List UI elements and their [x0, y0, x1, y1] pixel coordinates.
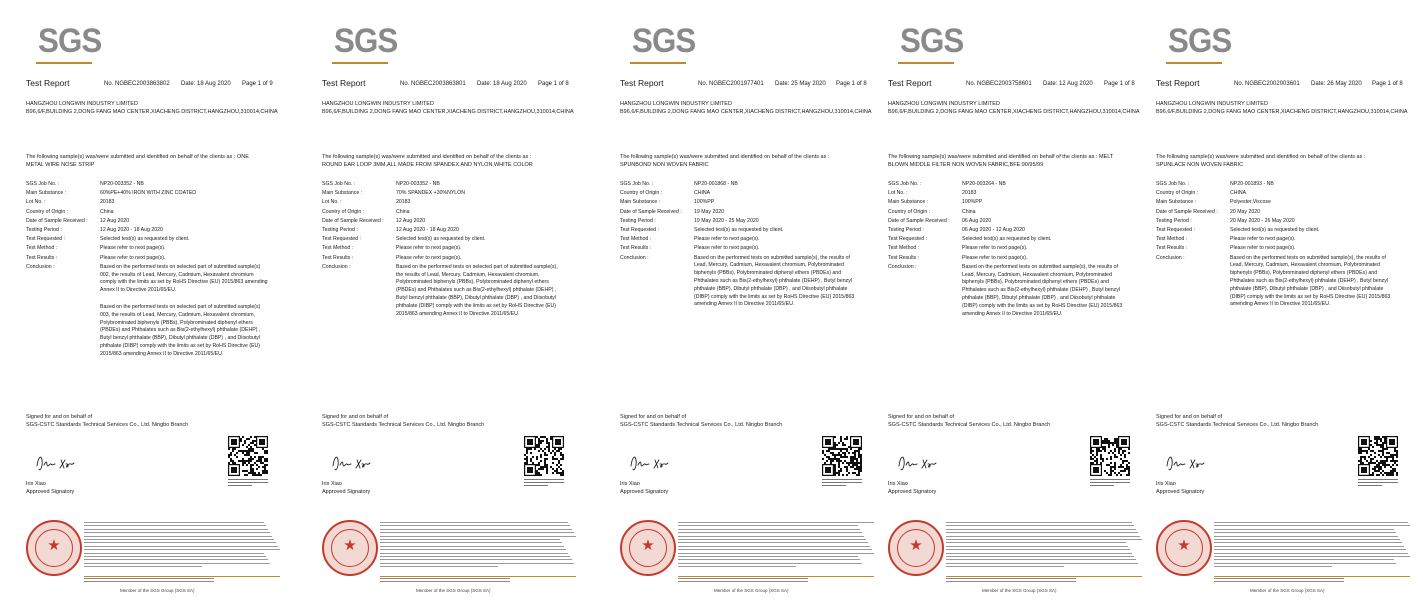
signed-line-1: Signed for and on behalf of: [620, 414, 687, 420]
footer-address-lines: [1214, 578, 1344, 583]
field-label: Country of Origin :: [888, 208, 931, 215]
terms-fine-print: [678, 522, 874, 570]
field-row: [1156, 244, 1406, 253]
fields-block: [26, 180, 276, 359]
field-label: Test Method :: [26, 245, 58, 252]
terms-fine-print: [84, 522, 280, 570]
field-value: 70% SPANDEX +30%NYLON: [396, 190, 465, 197]
field-value: 100%PP: [962, 199, 983, 206]
field-value: Please refer to next page(s).: [100, 254, 166, 261]
sample-intro: The following sample(s) was/were submitted and identified on behalf of the clients as : SPUNBOND NON WOVEN FABRIC: [620, 154, 830, 168]
field-value: China: [962, 208, 976, 215]
field-value: China: [396, 208, 410, 215]
field-row: [888, 208, 1138, 217]
footer-address-lines: [84, 578, 214, 583]
signatory-block: [620, 480, 668, 496]
field-row: [620, 208, 870, 217]
field-value: 60%PE+40% IRON WITH ZINC COATED: [100, 190, 197, 197]
qr-code: [228, 436, 268, 488]
field-row: [322, 208, 572, 217]
report-number: No. NGBEC2002003601: [1234, 81, 1300, 87]
seal-star-icon: ★: [1177, 537, 1191, 554]
field-value: 06 Aug 2020 - 12 Aug 2020: [962, 227, 1025, 234]
seal-star-icon: ★: [343, 537, 357, 554]
sgs-logo: [1166, 18, 1232, 62]
signed-on-behalf: [888, 414, 1050, 429]
field-value: Selected test(s) as requested by client.: [100, 236, 190, 243]
footer-address-block: [678, 576, 878, 586]
conclusion-row: [888, 263, 1138, 319]
conclusion-label: Conclusion :: [322, 263, 351, 270]
seal-star-icon: ★: [909, 537, 923, 554]
company-address: B96,6/F,BUILDING 2,DONG FANG MAO CENTER,XIACHENG DISTRICT,HANGZHOU,310014,CHINA: [1156, 109, 1408, 115]
qr-code: [524, 436, 564, 488]
fields-block: [888, 180, 1138, 318]
field-label: Date of Sample Received :: [1156, 208, 1218, 215]
report-date: Date: 26 May 2020: [1311, 81, 1362, 87]
signature-image: [628, 452, 670, 474]
field-value: 20183: [396, 199, 411, 206]
footer-address-block: [946, 576, 1146, 586]
field-rows: [620, 180, 870, 254]
field-value: 100%PP: [694, 199, 715, 206]
field-row: [26, 189, 276, 198]
report-date: Date: 18 Aug 2020: [477, 81, 527, 87]
field-row: [322, 217, 572, 226]
sgs-logo: [36, 18, 102, 62]
company-block: [322, 100, 574, 116]
field-row: [888, 217, 1138, 226]
field-label: Test Method :: [322, 245, 354, 252]
footer-rule: [1214, 576, 1410, 577]
fields-block: [322, 180, 572, 318]
fields-block: [620, 180, 870, 309]
conclusion-paragraph: Based on the performed tests on selected part of submitted sample(s) 002, the results of Lead, Mercury, Cadmium, Hexavalent chromium comply with the limits as set by RoHS Directive (EU) 2015/863 amending Annex II to Directive 2011/65/EU.: [100, 263, 268, 294]
sgs-logo-text: SGS: [1168, 22, 1232, 60]
field-value: NP20-003352 - NB: [396, 181, 440, 187]
field-label: Test Requested :: [322, 236, 361, 243]
field-label: Testing Period :: [322, 227, 358, 234]
field-label: Test Results :: [888, 254, 920, 261]
sample-intro: The following sample(s) was/were submitted and identified on behalf of the clients as : ROUND EAR LOOP 3MM,ALL MADE FROM SPANDEX AND NYLON,WHITE COLOR: [322, 154, 533, 168]
conclusion-paragraph: Based on the performed tests on selected part of submitted sample(s), the results of Lead, Mercury, Cadmium, Hexavalent chromium, Polybrominated biphenyls (PBBs), Polybrominated diphenyl ethers (PBDEs) and Phthalates such as Bis(2-ethylhexyl) phthalate (DEHP) , Butyl benzyl phthalate (BBP), Dibutyl phthalate (DBP) , and Diisobutyl phthalate (DIBP) comply with the limits as set by RoHS Directive (EU) 2015/863 amending Annex II to Directive 2011/65/EU.: [396, 263, 558, 317]
conclusion-body: [962, 263, 1132, 319]
signatory-name: Iris Xiao: [620, 481, 640, 487]
page-number: Page 1 of 9: [242, 81, 273, 87]
company-seal-stamp: [888, 520, 944, 576]
company-name: HANGZHOU LONGWIN INDUSTRY LIMITED: [888, 101, 1000, 107]
field-value: Please refer to next page(s).: [962, 254, 1028, 261]
field-label: Test Method :: [1156, 236, 1188, 243]
field-value: Selected test(s) as requested by client.: [1230, 227, 1320, 234]
field-value: Please refer to next page(s).: [396, 245, 462, 252]
signed-line-2: SGS-CSTC Standards Technical Services Co., Ltd. Ningbo Branch: [620, 421, 783, 428]
report-number: No. NGBEC2003863802: [104, 81, 170, 87]
qr-code: [1090, 436, 1130, 488]
sgs-logo: [332, 18, 398, 62]
field-label: Date of Sample Received :: [620, 208, 682, 215]
field-row: [322, 244, 572, 253]
field-label: SGS Job No. :: [1156, 181, 1190, 187]
field-label: Test Results :: [26, 254, 58, 261]
field-label: Testing Period :: [1156, 217, 1192, 224]
signatory-title: Approved Signatory: [26, 489, 75, 495]
qr-code: [822, 436, 862, 488]
logo-underline: [36, 62, 92, 64]
field-row: [322, 254, 572, 263]
page-number: Page 1 of 8: [538, 81, 569, 87]
report-number: No. NGBEC2003863801: [400, 81, 466, 87]
field-label: Date of Sample Received :: [26, 217, 88, 224]
signatory-name: Iris Xiao: [1156, 481, 1176, 487]
field-label: Lot No. :: [26, 199, 46, 206]
field-row: [1156, 208, 1406, 217]
field-value: China: [100, 208, 114, 215]
field-value: 20183: [100, 199, 115, 206]
field-rows: [26, 180, 276, 263]
company-seal-stamp: [322, 520, 378, 576]
field-value: 12 Aug 2020 - 18 Aug 2020: [100, 227, 163, 234]
report-date: Date: 12 Aug 2020: [1043, 81, 1093, 87]
test-report-page: [1150, 0, 1414, 600]
signed-line-2: SGS-CSTC Standards Technical Services Co., Ltd. Ningbo Branch: [1156, 421, 1319, 428]
company-address: B96,6/F,BUILDING 2,DONG FANG MAO CENTER,XIACHENG DISTRICT,HANGZHOU,310014,CHINA: [26, 109, 278, 115]
field-row: [1156, 198, 1406, 207]
sample-intro: The following sample(s) was/were submitted and identified on behalf of the clients as : SPUNLACE NON WOVEN FABRIC: [1156, 154, 1366, 168]
conclusion-paragraph: Based on the performed tests on selected part of submitted sample(s) 003, the results of Lead, Mercury, Cadmium, Hexavalent chromium, Polybrominated biphenyls (PBBs), Polybrominated diphenyl ethers (PBDEs) and Phthalates such as Bis(2-ethylhexyl) phthalate (DEHP) , Butyl benzyl phthalate (BBP), Dibutyl phthalate (DBP) , and Diisobutyl phthalate (DIBP) comply with the limits as set by RoHS Directive (EU) 2015/863 amending Annex II to Directive 2011/65/EU.: [100, 304, 261, 357]
signatory-title: Approved Signatory: [620, 489, 669, 495]
conclusion-row: [1156, 254, 1406, 310]
report-number: No. NGBEC2001977401: [698, 81, 764, 87]
signature-image: [330, 452, 372, 474]
field-row: [26, 235, 276, 244]
sgs-group-member: Member of the SGS Group (SGS SA): [1250, 588, 1325, 593]
signatory-name: Iris Xiao: [322, 481, 342, 487]
report-title: Test Report: [322, 78, 366, 88]
field-label: Main Substance :: [888, 199, 929, 206]
field-label: Testing Period :: [26, 227, 62, 234]
signed-line-2: SGS-CSTC Standards Technical Services Co., Ltd. Ningbo Branch: [322, 421, 485, 428]
field-row: [26, 254, 276, 263]
field-value: NP20-003264 - NB: [962, 181, 1006, 187]
sample-intro: The following sample(s) was/were submitted and identified on behalf of the clients as : ONE METAL WIRE NOSE STRIP: [26, 154, 249, 168]
sgs-group-member: Member of the SGS Group (SGS SA): [120, 588, 195, 593]
company-name: HANGZHOU LONGWIN INDUSTRY LIMITED: [322, 101, 434, 107]
field-label: Test Requested :: [888, 236, 927, 243]
sgs-logo: [630, 18, 696, 62]
signatory-block: [888, 480, 936, 496]
field-label: Testing Period :: [620, 217, 656, 224]
signed-line-2: SGS-CSTC Standards Technical Services Co., Ltd. Ningbo Branch: [26, 421, 189, 428]
sgs-logo-text: SGS: [900, 22, 964, 60]
sgs-group-member: Member of the SGS Group (SGS SA): [714, 588, 789, 593]
field-label: Test Method :: [888, 245, 920, 252]
field-label: Testing Period :: [888, 227, 924, 234]
conclusion-label: Conclusion :: [620, 254, 649, 261]
field-value: Selected test(s) as requested by client.: [694, 227, 784, 234]
footer-address-lines: [380, 578, 510, 583]
terms-fine-print: [946, 522, 1142, 570]
conclusion-label: Conclusion :: [888, 263, 917, 270]
field-rows: [322, 180, 572, 263]
field-row: [620, 235, 870, 244]
field-label: SGS Job No. :: [26, 181, 60, 187]
field-row: [620, 244, 870, 253]
conclusion-paragraph: Based on the performed tests on submitted sample(s), the results of Lead, Mercury, Cadmium, Hexavalent chromium, Polybrominated biphenyls (PBBs), Polybrominated diphenyl ethers (PBDEs) and Phthalates such as Bis(2-ethylhexyl) phthalate (DEHP) , Butyl benzyl phthalate (BBP), Dibutyl phthalate (DBP) , and Diisobutyl phthalate (DIBP) comply with the limits as set by RoHS Directive (EU) 2015/863 amending Annex II to Directive 2011/65/EU.: [1230, 254, 1391, 308]
field-row: [620, 180, 870, 189]
conclusion-body: [100, 263, 270, 359]
conclusion-row: [26, 263, 276, 359]
signature-image: [896, 452, 938, 474]
logo-underline: [630, 62, 686, 64]
field-row: [26, 226, 276, 235]
footer-rule: [84, 576, 280, 577]
company-seal-stamp: [26, 520, 82, 576]
page-number: Page 1 of 8: [836, 81, 867, 87]
report-title: Test Report: [888, 78, 932, 88]
sample-intro: The following sample(s) was/were submitted and identified on behalf of the clients as : MELT BLOWN MIDDLE FILTER NON WOVEN FABRIC,BFE:90/95/99: [888, 154, 1114, 168]
field-label: Lot No. :: [888, 190, 908, 197]
footer-address-block: [1214, 576, 1414, 586]
conclusion-body: [1230, 254, 1400, 310]
field-row: [888, 244, 1138, 253]
field-row: [322, 226, 572, 235]
field-row: [888, 189, 1138, 198]
signed-on-behalf: [1156, 414, 1318, 429]
report-date: Date: 25 May 2020: [775, 81, 826, 87]
logo-underline: [332, 62, 388, 64]
report-title: Test Report: [620, 78, 664, 88]
field-row: [888, 198, 1138, 207]
field-row: [1156, 189, 1406, 198]
conclusion-row: [322, 263, 572, 319]
signatory-block: [322, 480, 370, 496]
signature-image: [34, 452, 76, 474]
field-value: 20183: [962, 190, 977, 197]
field-value: Please refer to next page(s).: [100, 245, 166, 252]
field-label: SGS Job No. :: [322, 181, 356, 187]
company-address: B96,6/F,BUILDING 2,DONG FANG MAO CENTER,XIACHENG DISTRICT,HANGZHOU,310014,CHINA: [888, 109, 1140, 115]
report-number: No. NGBEC2003758601: [966, 81, 1032, 87]
company-block: [620, 100, 872, 116]
field-value: Please refer to next page(s).: [694, 236, 760, 243]
signed-line-1: Signed for and on behalf of: [1156, 414, 1223, 420]
field-row: [322, 189, 572, 198]
field-row: [26, 198, 276, 207]
field-value: 20 May 2020 - 26 May 2020: [1230, 217, 1295, 224]
seal-star-icon: ★: [641, 537, 655, 554]
field-value: 12 Aug 2020: [100, 217, 130, 224]
field-row: [888, 254, 1138, 263]
signed-on-behalf: [322, 414, 484, 429]
field-value: Please refer to next page(s).: [1230, 245, 1296, 252]
field-value: CHINA: [694, 190, 711, 197]
signature-image: [1164, 452, 1206, 474]
field-row: [888, 180, 1138, 189]
signed-on-behalf: [620, 414, 782, 429]
field-row: [620, 217, 870, 226]
company-name: HANGZHOU LONGWIN INDUSTRY LIMITED: [620, 101, 732, 107]
field-label: Country of Origin :: [1156, 190, 1199, 197]
field-row: [620, 189, 870, 198]
field-value: 19 May 2020 - 25 May 2020: [694, 217, 759, 224]
footer-address-block: [84, 576, 284, 586]
signed-line-1: Signed for and on behalf of: [322, 414, 389, 420]
company-block: [26, 100, 278, 116]
footer-address-lines: [946, 578, 1076, 583]
field-label: Main Substance :: [620, 199, 661, 206]
company-block: [888, 100, 1140, 116]
company-seal-stamp: [620, 520, 676, 576]
conclusion-body: [694, 254, 864, 310]
field-rows: [1156, 180, 1406, 254]
field-value: Polyester,Viscose: [1230, 199, 1271, 206]
field-row: [26, 217, 276, 226]
field-rows: [888, 180, 1138, 263]
field-label: Country of Origin :: [322, 208, 365, 215]
conclusion-paragraph: Based on the performed tests on submitted sample(s), the results of Lead, Mercury, Cadmium, Hexavalent chromium, Polybrominated biphenyls (PBBs), Polybrominated diphenyl ethers (PBDEs) and Phthalates such as Bis(2-ethylhexyl) phthalate (DEHP) , Butyl benzyl phthalate (BBP), Dibutyl phthalate (DBP) , and Diisobutyl phthalate (DIBP) comply with the limits as set by RoHS Directive (EU) 2015/863 amending Annex II to Directive 2011/65/EU.: [962, 263, 1123, 317]
company-seal-stamp: [1156, 520, 1212, 576]
field-row: [1156, 217, 1406, 226]
test-report-page: [882, 0, 1146, 600]
field-value: Selected test(s) as requested by client.: [962, 236, 1052, 243]
sgs-group-member: Member of the SGS Group (SGS SA): [416, 588, 491, 593]
field-value: Please refer to next page(s).: [962, 245, 1028, 252]
field-label: Main Substance :: [26, 190, 67, 197]
field-value: 06 Aug 2020: [962, 217, 992, 224]
field-label: Country of Origin :: [26, 208, 69, 215]
field-row: [620, 226, 870, 235]
field-value: Please refer to next page(s).: [694, 245, 760, 252]
sgs-group-member: Member of the SGS Group (SGS SA): [982, 588, 1057, 593]
report-title: Test Report: [1156, 78, 1200, 88]
footer-address-lines: [678, 578, 808, 583]
seal-star-icon: ★: [47, 537, 61, 554]
sgs-logo: [898, 18, 964, 62]
fields-block: [1156, 180, 1406, 309]
logo-underline: [898, 62, 954, 64]
footer-rule: [946, 576, 1142, 577]
field-value: 12 Aug 2020: [396, 217, 426, 224]
field-label: Date of Sample Received :: [888, 217, 950, 224]
terms-fine-print: [1214, 522, 1410, 570]
sgs-logo-text: SGS: [334, 22, 398, 60]
field-label: Test Results :: [620, 245, 652, 252]
field-value: Selected test(s) as requested by client.: [396, 236, 486, 243]
field-label: SGS Job No. :: [888, 181, 922, 187]
field-value: NP20-001893 - NB: [1230, 181, 1274, 187]
sgs-logo-text: SGS: [632, 22, 696, 60]
field-row: [1156, 226, 1406, 235]
sgs-logo-text: SGS: [38, 22, 102, 60]
signatory-title: Approved Signatory: [888, 489, 937, 495]
report-date: Date: 18 Aug 2020: [181, 81, 231, 87]
terms-fine-print: [380, 522, 576, 570]
company-name: HANGZHOU LONGWIN INDUSTRY LIMITED: [1156, 101, 1268, 107]
field-label: Lot No. :: [322, 199, 342, 206]
signatory-block: [26, 480, 74, 496]
signatory-title: Approved Signatory: [322, 489, 371, 495]
field-label: Country of Origin :: [620, 190, 663, 197]
signatory-title: Approved Signatory: [1156, 489, 1205, 495]
field-row: [1156, 180, 1406, 189]
field-value: Please refer to next page(s).: [396, 254, 462, 261]
field-row: [322, 198, 572, 207]
field-row: [26, 180, 276, 189]
page-number: Page 1 of 8: [1104, 81, 1135, 87]
conclusion-label: Conclusion :: [26, 263, 55, 270]
field-label: Date of Sample Received :: [322, 217, 384, 224]
field-value: CHINA: [1230, 190, 1247, 197]
signatory-name: Iris Xiao: [888, 481, 908, 487]
company-block: [1156, 100, 1408, 116]
field-row: [322, 180, 572, 189]
field-value: NP20-003352 - NB: [100, 181, 144, 187]
field-label: Main Substance :: [1156, 199, 1197, 206]
signed-line-1: Signed for and on behalf of: [26, 414, 93, 420]
field-label: Test Requested :: [1156, 227, 1195, 234]
field-value: 12 Aug 2020 - 18 Aug 2020: [396, 227, 459, 234]
company-address: B96,6/F,BUILDING 2,DONG FANG MAO CENTER,XIACHENG DISTRICT,HANGZHOU,310014,CHINA: [322, 109, 574, 115]
field-row: [620, 198, 870, 207]
field-label: Test Results :: [322, 254, 354, 261]
page-number: Page 1 of 8: [1372, 81, 1403, 87]
signed-on-behalf: [26, 414, 188, 429]
field-label: Test Requested :: [26, 236, 65, 243]
field-label: Test Method :: [620, 236, 652, 243]
signed-line-1: Signed for and on behalf of: [888, 414, 955, 420]
logo-underline: [1166, 62, 1222, 64]
footer-rule: [380, 576, 576, 577]
field-row: [26, 208, 276, 217]
conclusion-body: [396, 263, 566, 319]
field-value: NP20-001868 - NB: [694, 181, 738, 187]
signatory-block: [1156, 480, 1204, 496]
field-value: Please refer to next page(s).: [1230, 236, 1296, 243]
test-report-page: [614, 0, 878, 600]
signed-line-2: SGS-CSTC Standards Technical Services Co., Ltd. Ningbo Branch: [888, 421, 1051, 428]
field-label: Main Substance :: [322, 190, 363, 197]
conclusion-row: [620, 254, 870, 310]
signatory-name: Iris Xiao: [26, 481, 46, 487]
field-value: 20 May 2020: [1230, 208, 1260, 215]
field-label: Test Requested :: [620, 227, 659, 234]
qr-code: [1358, 436, 1398, 488]
footer-rule: [678, 576, 874, 577]
test-report-page: [316, 0, 580, 600]
field-label: SGS Job No. :: [620, 181, 654, 187]
conclusion-label: Conclusion :: [1156, 254, 1185, 261]
test-report-page: [20, 0, 284, 600]
conclusion-paragraph: Based on the performed tests on submitted sample(s), the results of Lead, Mercury, Cadmium, Hexavalent chromium, Polybrominated biphenyls (PBBs), Polybrominated diphenyl ethers (PBDEs) and Phthalates such as Bis(2-ethylhexyl) phthalate (DEHP) , Butyl benzyl phthalate (BBP), Dibutyl phthalate (DBP) , and Diisobutyl phthalate (DIBP) comply with the limits as set by RoHS Directive (EU) 2015/863 amending Annex II to Directive 2011/65/EU.: [694, 254, 855, 308]
field-row: [888, 226, 1138, 235]
company-name: HANGZHOU LONGWIN INDUSTRY LIMITED: [26, 101, 138, 107]
footer-address-block: [380, 576, 580, 586]
field-row: [322, 235, 572, 244]
field-row: [1156, 235, 1406, 244]
company-address: B96,6/F,BUILDING 2,DONG FANG MAO CENTER,XIACHENG DISTRICT,HANGZHOU,310014,CHINA: [620, 109, 872, 115]
field-row: [26, 244, 276, 253]
field-row: [888, 235, 1138, 244]
field-label: Test Results :: [1156, 245, 1188, 252]
report-title: Test Report: [26, 78, 70, 88]
field-value: 19 May 2020: [694, 208, 724, 215]
